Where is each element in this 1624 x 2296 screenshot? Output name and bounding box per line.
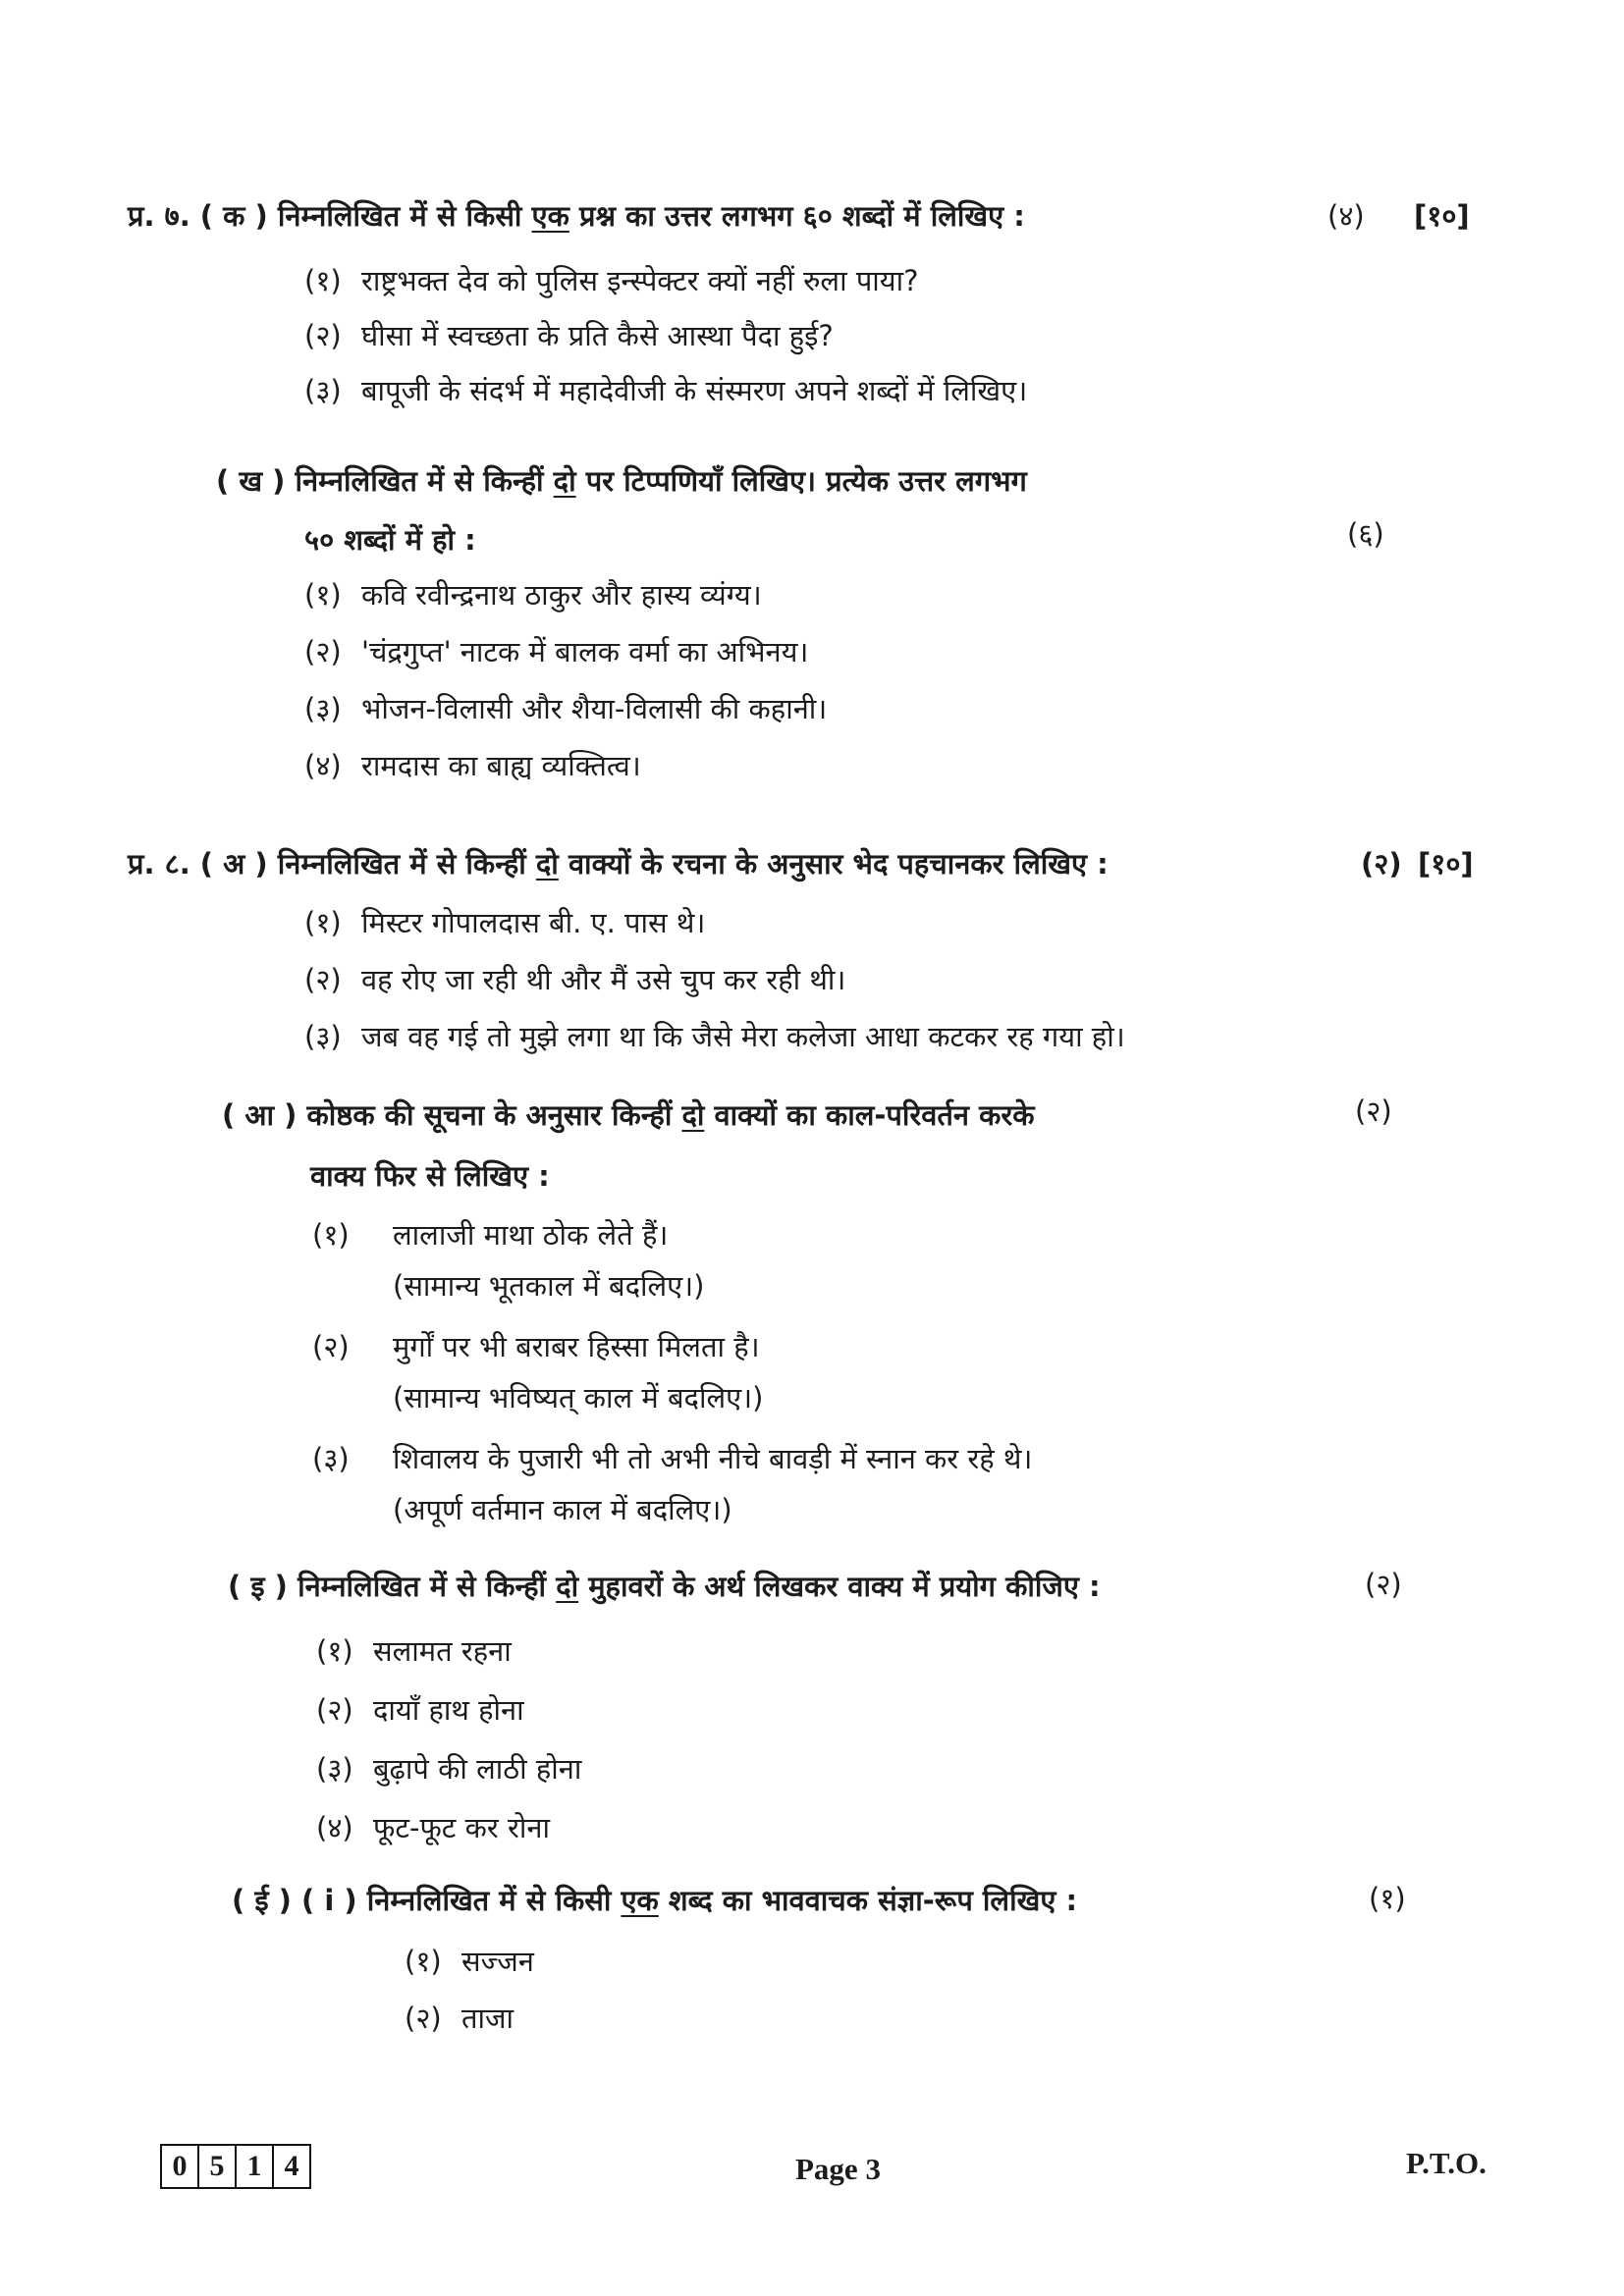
q8b-post: वाक्यों का काल-परिवर्तन करके	[714, 1098, 1035, 1132]
q7a-pre: निम्नलिखित में से किसी	[277, 199, 522, 233]
q8c-item: (३) बुढ़ापे की लाठी होना	[316, 1752, 582, 1786]
q8b-pre: कोष्ठक की सूचना के अनुसार किन्हीं	[306, 1098, 673, 1132]
q8d-item: (१) सज्जन	[405, 1945, 534, 1978]
q8c-emph: दो	[556, 1570, 579, 1603]
q7b-item: (१) कवि रवीन्द्रनाथ ठाकुर और हास्य व्यंग्य।	[304, 578, 762, 612]
q8a-label: प्र. ८. ( अ )	[128, 847, 268, 881]
q8a-item: (३) जब वह गई तो मुझे लगा था कि जैसे मेरा कलेजा आधा कटकर रह गया हो।	[304, 1020, 1125, 1053]
q8a-emph: दो	[535, 847, 559, 881]
page-number: Page 3	[795, 2152, 881, 2186]
q7b-item: (३) भोजन-विलासी और शैया-विलासी की कहानी।	[304, 692, 828, 725]
q8a-post: वाक्यों के रचना के अनुसार भेद पहचानकर लिखिए :	[568, 847, 1109, 881]
q7a-post: प्रश्न का उत्तर लगभग ६० शब्दों में लिखिए :	[578, 199, 1025, 233]
paper-code-digit: 1	[237, 2146, 274, 2187]
q7a-item: (२) घीसा में स्वच्छता के प्रति कैसे आस्था पैदा हुई?	[304, 319, 834, 352]
q8d-emph: एक	[621, 1884, 659, 1917]
q8b-heading-line2: वाक्य फिर से लिखिए :	[310, 1159, 550, 1193]
q8d-post: शब्द का भाववाचक संज्ञा-रूप लिखिए :	[668, 1884, 1078, 1917]
q8a-marks: (२)	[1361, 847, 1402, 881]
q8b-item: (१) लालाजी माथा ठोक लेते हैं।	[312, 1218, 669, 1252]
q8d-label: ( ई ) ( i )	[232, 1884, 357, 1917]
q7b-item: (२) 'चंद्रगुप्त' नाटक में बालक वर्मा का अभिनय।	[304, 635, 809, 668]
q8d-marks: (१)	[1369, 1882, 1406, 1915]
q8a-item: (२) वह रोए जा रही थी और मैं उसे चुप कर रही थी।	[304, 963, 846, 996]
q7b-heading-line2: ५० शब्दों में हो :	[304, 523, 476, 557]
q8d-item: (२) ताजा	[405, 2002, 514, 2035]
q7b-emph: दो	[553, 464, 576, 498]
q7a-heading	[128, 196, 1025, 236]
q8b-item-hint: (अपूर्ण वर्तमान काल में बदलिए।)	[393, 1493, 732, 1526]
paper-code-box	[160, 2144, 311, 2189]
q7b-marks: (६)	[1347, 517, 1384, 551]
q8b-item: (२) मुर्गों पर भी बराबर हिस्सा मिलता है।	[312, 1330, 760, 1363]
q8a-pre: निम्नलिखित में से किन्हीं	[277, 847, 526, 881]
q8a-heading	[128, 844, 1109, 883]
q7b-heading	[216, 461, 1027, 501]
q8c-label: ( इ )	[228, 1570, 288, 1603]
q8b-label: ( आ )	[222, 1098, 298, 1132]
q7-total-marks: [१०]	[1414, 199, 1470, 233]
q8b-marks: (२)	[1355, 1095, 1392, 1128]
q8b-item-hint: (सामान्य भूतकाल में बदलिए।)	[393, 1269, 705, 1303]
paper-code-digit: 4	[284, 2150, 299, 2182]
q8b-item: (३) शिवालय के पुजारी भी तो अभी नीचे बावड़ी में स्नान कर रहे थे।	[312, 1442, 1033, 1475]
paper-code-digit: 0	[162, 2146, 199, 2187]
q7a-item: (१) राष्ट्रभक्त देव को पुलिस इन्स्पेक्टर क्यों नहीं रुला पाया?	[304, 264, 919, 297]
q8c-item: (१) सलामत रहना	[316, 1634, 512, 1668]
q8d-heading	[232, 1881, 1077, 1920]
q8c-item: (४) फूट-फूट कर रोना	[316, 1811, 550, 1844]
q8c-post: मुहावरों के अर्थ लिखकर वाक्य में प्रयोग कीजिए :	[588, 1570, 1101, 1603]
q7a-item: (३) बापूजी के संदर्भ में महादेवीजी के संस्मरण अपने शब्दों में लिखिए।	[304, 374, 1028, 407]
q7b-item: (४) रामदास का बाह्य व्यक्तित्व।	[304, 749, 641, 782]
q7a-marks: (४)	[1327, 199, 1365, 233]
q8c-heading	[228, 1567, 1101, 1606]
q8b-emph: दो	[681, 1098, 705, 1132]
q7a-emph: एक	[531, 199, 569, 233]
q8d-pre: निम्नलिखित में से किसी	[366, 1884, 612, 1917]
q7b-label: ( ख )	[216, 464, 286, 498]
q8c-item: (२) दायाँ हाथ होना	[316, 1693, 524, 1727]
q8-total-marks: [१०]	[1418, 847, 1474, 881]
q8b-item-hint: (सामान्य भविष्यत् काल में बदलिए।)	[393, 1381, 764, 1415]
q7b-post: पर टिप्पणियाँ लिखिए। प्रत्येक उत्तर लगभग	[585, 464, 1027, 498]
q8a-item: (१) मिस्टर गोपालदास बी. ए. पास थे।	[304, 906, 706, 939]
paper-code-digit: 5	[199, 2146, 237, 2187]
q8b-heading	[222, 1095, 1035, 1135]
q7b-pre: निम्नलिखित में से किन्हीं	[295, 464, 544, 498]
pto-label: P.T.O.	[1406, 2146, 1487, 2180]
q8c-marks: (२)	[1365, 1568, 1402, 1601]
q8c-pre: निम्नलिखित में से किन्हीं	[298, 1570, 547, 1603]
q7a-label: प्र. ७. ( क )	[128, 199, 268, 233]
